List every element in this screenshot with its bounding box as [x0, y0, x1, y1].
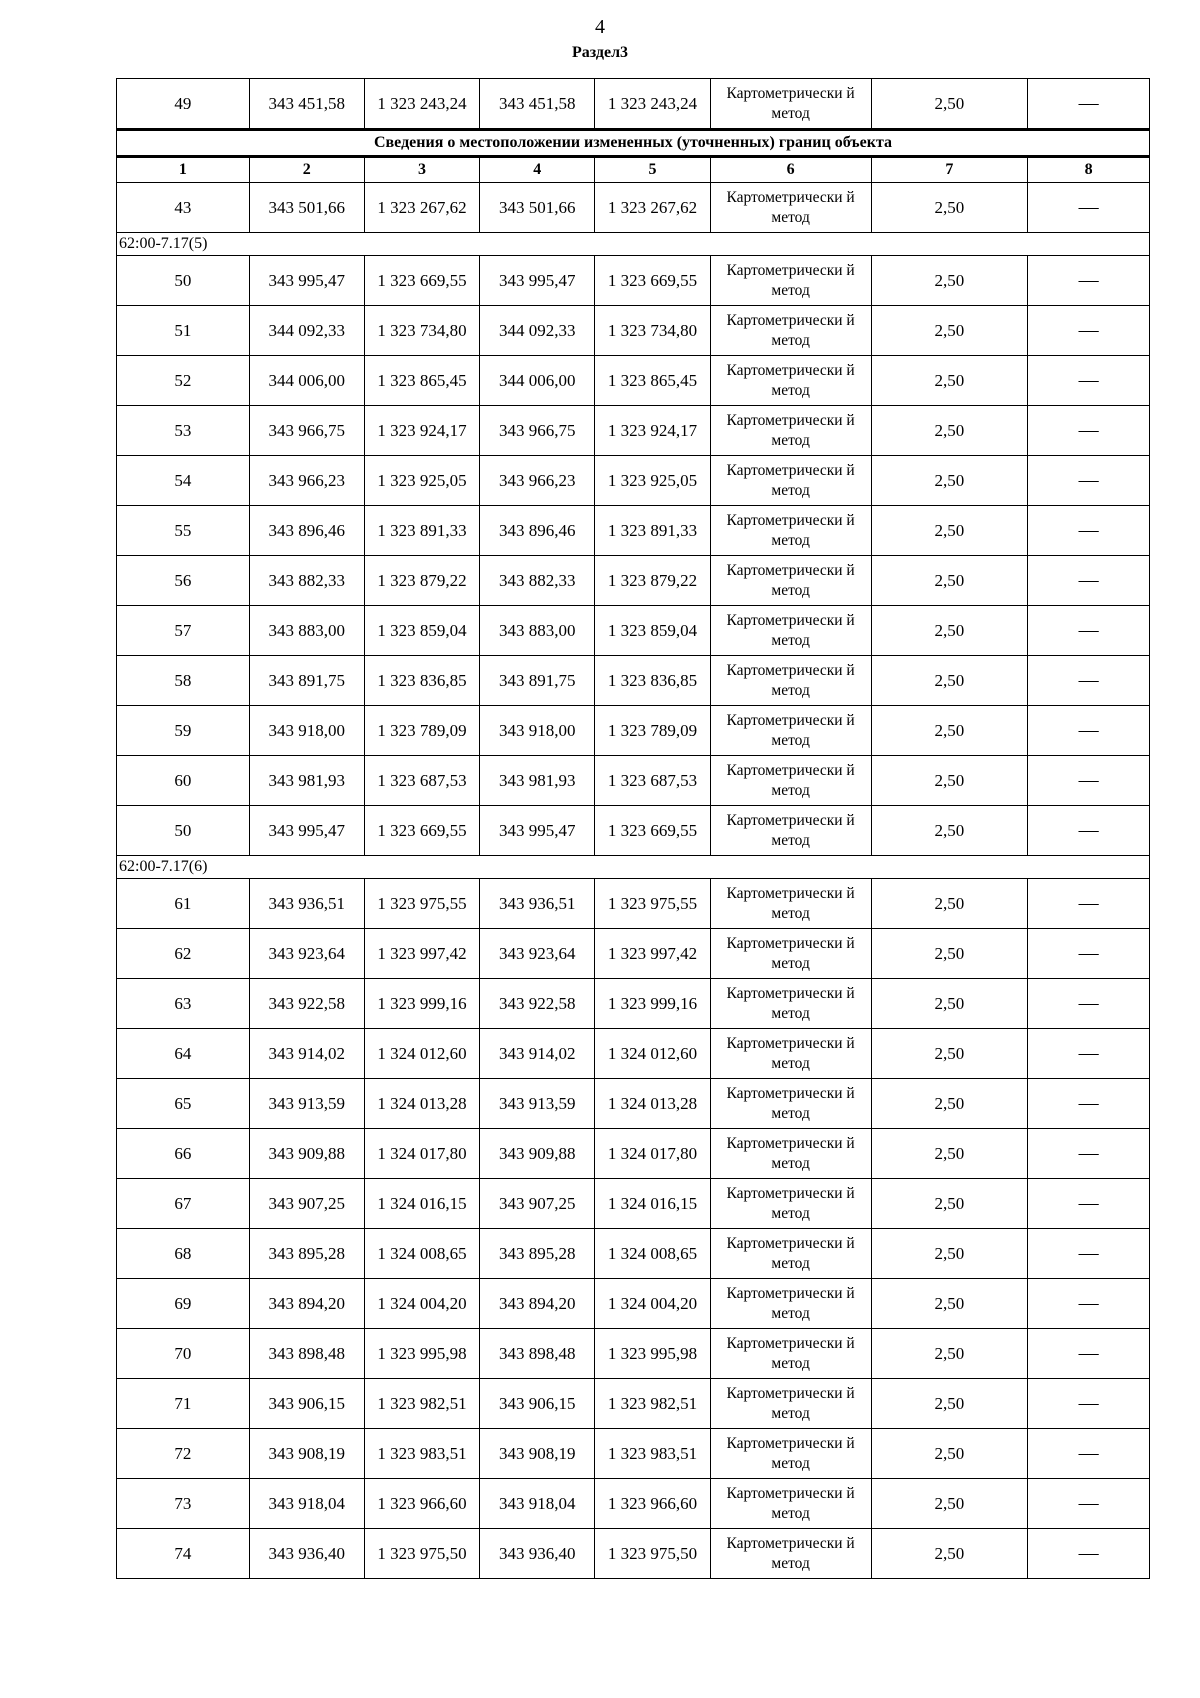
note-cell: — [1028, 879, 1150, 929]
point-number-cell: 61 [117, 879, 250, 929]
x-new-cell: 343 995,47 [480, 806, 595, 856]
x-existing-cell: 344 092,33 [249, 306, 364, 356]
y-existing-cell: 1 323 983,51 [364, 1429, 479, 1479]
accuracy-cell: 2,50 [871, 1329, 1028, 1379]
y-new-cell: 1 323 789,09 [595, 706, 710, 756]
accuracy-cell: 2,50 [871, 1079, 1028, 1129]
point-number-cell: 63 [117, 979, 250, 1029]
y-existing-cell: 1 323 859,04 [364, 606, 479, 656]
accuracy-cell: 2,50 [871, 1129, 1028, 1179]
accuracy-cell: 2,50 [871, 356, 1028, 406]
y-existing-cell: 1 323 836,85 [364, 656, 479, 706]
table-row [117, 1129, 1150, 1179]
x-new-cell: 343 501,66 [480, 183, 595, 233]
x-new-cell: 343 936,51 [480, 879, 595, 929]
y-existing-cell: 1 323 865,45 [364, 356, 479, 406]
accuracy-cell: 2,50 [871, 306, 1028, 356]
y-existing-cell: 1 323 997,42 [364, 929, 479, 979]
x-new-cell: 343 451,58 [480, 79, 595, 130]
y-new-cell: 1 323 865,45 [595, 356, 710, 406]
method-cell: Картометрически й метод [710, 356, 871, 406]
x-new-cell: 343 908,19 [480, 1429, 595, 1479]
x-existing-cell: 343 913,59 [249, 1079, 364, 1129]
accuracy-cell: 2,50 [871, 979, 1028, 1029]
accuracy-cell: 2,50 [871, 1479, 1028, 1529]
y-existing-cell: 1 323 999,16 [364, 979, 479, 1029]
x-new-cell: 343 898,48 [480, 1329, 595, 1379]
y-existing-cell: 1 323 975,50 [364, 1529, 479, 1579]
x-existing-cell: 343 501,66 [249, 183, 364, 233]
point-number-cell: 50 [117, 806, 250, 856]
point-number-cell: 72 [117, 1429, 250, 1479]
method-cell: Картометрически й метод [710, 1129, 871, 1179]
accuracy-cell: 2,50 [871, 79, 1028, 130]
y-new-cell: 1 324 013,28 [595, 1079, 710, 1129]
point-number-cell: 56 [117, 556, 250, 606]
x-new-cell: 343 918,00 [480, 706, 595, 756]
note-cell: — [1028, 606, 1150, 656]
accuracy-cell: 2,50 [871, 1379, 1028, 1429]
y-existing-cell: 1 323 924,17 [364, 406, 479, 456]
x-existing-cell: 343 918,04 [249, 1479, 364, 1529]
table-row [117, 1229, 1150, 1279]
note-cell: — [1028, 1079, 1150, 1129]
y-new-cell: 1 323 836,85 [595, 656, 710, 706]
y-new-cell: 1 323 267,62 [595, 183, 710, 233]
x-new-cell: 343 891,75 [480, 656, 595, 706]
x-existing-cell: 343 995,47 [249, 806, 364, 856]
x-existing-cell: 343 966,75 [249, 406, 364, 456]
method-cell: Картометрически й метод [710, 1079, 871, 1129]
group-row [117, 856, 1150, 879]
note-cell: — [1028, 1129, 1150, 1179]
point-number-cell: 53 [117, 406, 250, 456]
point-number-cell: 51 [117, 306, 250, 356]
x-new-cell: 343 995,47 [480, 256, 595, 306]
accuracy-cell: 2,50 [871, 756, 1028, 806]
note-cell: — [1028, 1529, 1150, 1579]
note-cell: — [1028, 1179, 1150, 1229]
section-title: Раздел3 [571, 44, 629, 61]
y-new-cell: 1 323 925,05 [595, 456, 710, 506]
note-cell: — [1028, 1229, 1150, 1279]
table-row [117, 79, 1150, 130]
x-existing-cell: 343 882,33 [249, 556, 364, 606]
x-new-cell: 343 922,58 [480, 979, 595, 1029]
x-existing-cell: 343 906,15 [249, 1379, 364, 1429]
method-cell: Картометрически й метод [710, 406, 871, 456]
table-row [117, 556, 1150, 606]
x-new-cell: 343 909,88 [480, 1129, 595, 1179]
x-existing-cell: 343 922,58 [249, 979, 364, 1029]
column-number: 4 [480, 157, 595, 183]
x-new-cell: 343 894,20 [480, 1279, 595, 1329]
note-cell: — [1028, 806, 1150, 856]
y-new-cell: 1 323 669,55 [595, 256, 710, 306]
table-row [117, 1079, 1150, 1129]
table-body [117, 79, 1150, 1579]
accuracy-cell: 2,50 [871, 656, 1028, 706]
column-number: 5 [595, 157, 710, 183]
x-new-cell: 343 907,25 [480, 1179, 595, 1229]
table-row [117, 979, 1150, 1029]
x-existing-cell: 343 883,00 [249, 606, 364, 656]
y-new-cell: 1 323 966,60 [595, 1479, 710, 1529]
column-number: 7 [871, 157, 1028, 183]
column-number: 8 [1028, 157, 1150, 183]
note-cell: — [1028, 929, 1150, 979]
x-existing-cell: 343 923,64 [249, 929, 364, 979]
y-existing-cell: 1 324 012,60 [364, 1029, 479, 1079]
y-new-cell: 1 323 975,50 [595, 1529, 710, 1579]
method-cell: Картометрически й метод [710, 606, 871, 656]
table-row [117, 1529, 1150, 1579]
note-cell: — [1028, 406, 1150, 456]
x-existing-cell: 343 891,75 [249, 656, 364, 706]
point-number-cell: 71 [117, 1379, 250, 1429]
note-cell: — [1028, 656, 1150, 706]
table-row [117, 406, 1150, 456]
y-existing-cell: 1 324 017,80 [364, 1129, 479, 1179]
table-row [117, 1179, 1150, 1229]
y-existing-cell: 1 323 925,05 [364, 456, 479, 506]
method-cell: Картометрически й метод [710, 1229, 871, 1279]
section-heading: Сведения о местоположении измененных (уточненных) границ объекта [117, 130, 1150, 157]
table-row [117, 756, 1150, 806]
method-cell: Картометрически й метод [710, 506, 871, 556]
note-cell: — [1028, 506, 1150, 556]
column-number: 3 [364, 157, 479, 183]
x-new-cell: 343 966,75 [480, 406, 595, 456]
y-existing-cell: 1 324 004,20 [364, 1279, 479, 1329]
y-new-cell: 1 323 891,33 [595, 506, 710, 556]
accuracy-cell: 2,50 [871, 556, 1028, 606]
y-existing-cell: 1 323 669,55 [364, 256, 479, 306]
accuracy-cell: 2,50 [871, 1279, 1028, 1329]
y-existing-cell: 1 323 966,60 [364, 1479, 479, 1529]
table-row [117, 706, 1150, 756]
table-row [117, 1279, 1150, 1329]
method-cell: Картометрически й метод [710, 1479, 871, 1529]
y-new-cell: 1 324 012,60 [595, 1029, 710, 1079]
method-cell: Картометрически й метод [710, 756, 871, 806]
column-number: 1 [117, 157, 250, 183]
accuracy-cell: 2,50 [871, 406, 1028, 456]
note-cell: — [1028, 706, 1150, 756]
note-cell: — [1028, 256, 1150, 306]
column-numbers-row [117, 157, 1150, 183]
point-number-cell: 73 [117, 1479, 250, 1529]
accuracy-cell: 2,50 [871, 1229, 1028, 1279]
accuracy-cell: 2,50 [871, 456, 1028, 506]
y-existing-cell: 1 323 789,09 [364, 706, 479, 756]
x-new-cell: 344 092,33 [480, 306, 595, 356]
x-new-cell: 343 883,00 [480, 606, 595, 656]
method-cell: Картометрически й метод [710, 879, 871, 929]
coordinates-table [116, 78, 1150, 1579]
group-label: 62:00-7.17(6) [117, 856, 1150, 879]
x-existing-cell: 343 914,02 [249, 1029, 364, 1079]
accuracy-cell: 2,50 [871, 806, 1028, 856]
note-cell: — [1028, 1479, 1150, 1529]
table-row [117, 506, 1150, 556]
method-cell: Картометрически й метод [710, 1529, 871, 1579]
x-existing-cell: 343 896,46 [249, 506, 364, 556]
group-row [117, 233, 1150, 256]
table-row [117, 656, 1150, 706]
method-cell: Картометрически й метод [710, 1429, 871, 1479]
method-cell: Картометрически й метод [710, 456, 871, 506]
accuracy-cell: 2,50 [871, 879, 1028, 929]
x-new-cell: 343 966,23 [480, 456, 595, 506]
point-number-cell: 70 [117, 1329, 250, 1379]
x-new-cell: 343 936,40 [480, 1529, 595, 1579]
column-number: 2 [249, 157, 364, 183]
table-row [117, 183, 1150, 233]
point-number-cell: 55 [117, 506, 250, 556]
table-row [117, 606, 1150, 656]
x-new-cell: 343 895,28 [480, 1229, 595, 1279]
accuracy-cell: 2,50 [871, 1179, 1028, 1229]
point-number-cell: 62 [117, 929, 250, 979]
point-number-cell: 67 [117, 1179, 250, 1229]
y-new-cell: 1 323 975,55 [595, 879, 710, 929]
method-cell: Картометрически й метод [710, 1329, 871, 1379]
accuracy-cell: 2,50 [871, 506, 1028, 556]
x-existing-cell: 343 909,88 [249, 1129, 364, 1179]
point-number-cell: 60 [117, 756, 250, 806]
point-number-cell: 65 [117, 1079, 250, 1129]
y-new-cell: 1 323 859,04 [595, 606, 710, 656]
method-cell: Картометрически й метод [710, 183, 871, 233]
y-existing-cell: 1 324 008,65 [364, 1229, 479, 1279]
method-cell: Картометрически й метод [710, 79, 871, 130]
point-number-cell: 43 [117, 183, 250, 233]
table-row [117, 1329, 1150, 1379]
y-new-cell: 1 323 924,17 [595, 406, 710, 456]
x-new-cell: 344 006,00 [480, 356, 595, 406]
x-existing-cell: 343 966,23 [249, 456, 364, 506]
y-new-cell: 1 323 997,42 [595, 929, 710, 979]
y-existing-cell: 1 323 975,55 [364, 879, 479, 929]
method-cell: Картометрически й метод [710, 706, 871, 756]
point-number-cell: 59 [117, 706, 250, 756]
accuracy-cell: 2,50 [871, 183, 1028, 233]
table-row [117, 306, 1150, 356]
accuracy-cell: 2,50 [871, 256, 1028, 306]
y-new-cell: 1 323 983,51 [595, 1429, 710, 1479]
method-cell: Картометрически й метод [710, 556, 871, 606]
note-cell: — [1028, 79, 1150, 130]
y-new-cell: 1 323 687,53 [595, 756, 710, 806]
page-number: 4 [595, 16, 605, 38]
point-number-cell: 52 [117, 356, 250, 406]
note-cell: — [1028, 306, 1150, 356]
note-cell: — [1028, 1429, 1150, 1479]
y-existing-cell: 1 323 669,55 [364, 806, 479, 856]
table-row [117, 356, 1150, 406]
accuracy-cell: 2,50 [871, 1429, 1028, 1479]
table-row [117, 1379, 1150, 1429]
table-row [117, 879, 1150, 929]
note-cell: — [1028, 356, 1150, 406]
point-number-cell: 69 [117, 1279, 250, 1329]
note-cell: — [1028, 1279, 1150, 1329]
section-heading-row [117, 130, 1150, 157]
x-new-cell: 343 918,04 [480, 1479, 595, 1529]
accuracy-cell: 2,50 [871, 929, 1028, 979]
table-row [117, 1429, 1150, 1479]
y-new-cell: 1 323 879,22 [595, 556, 710, 606]
y-new-cell: 1 323 243,24 [595, 79, 710, 130]
point-number-cell: 74 [117, 1529, 250, 1579]
note-cell: — [1028, 1379, 1150, 1429]
y-existing-cell: 1 323 982,51 [364, 1379, 479, 1429]
method-cell: Картометрически й метод [710, 656, 871, 706]
table-row [117, 806, 1150, 856]
point-number-cell: 57 [117, 606, 250, 656]
accuracy-cell: 2,50 [871, 706, 1028, 756]
y-new-cell: 1 323 982,51 [595, 1379, 710, 1429]
method-cell: Картометрически й метод [710, 256, 871, 306]
x-existing-cell: 343 908,19 [249, 1429, 364, 1479]
x-new-cell: 343 882,33 [480, 556, 595, 606]
x-existing-cell: 343 898,48 [249, 1329, 364, 1379]
x-existing-cell: 343 936,51 [249, 879, 364, 929]
y-existing-cell: 1 323 879,22 [364, 556, 479, 606]
point-number-cell: 68 [117, 1229, 250, 1279]
x-new-cell: 343 923,64 [480, 929, 595, 979]
x-existing-cell: 343 894,20 [249, 1279, 364, 1329]
note-cell: — [1028, 556, 1150, 606]
x-existing-cell: 343 918,00 [249, 706, 364, 756]
method-cell: Картометрически й метод [710, 1179, 871, 1229]
column-number: 6 [710, 157, 871, 183]
note-cell: — [1028, 756, 1150, 806]
y-new-cell: 1 323 734,80 [595, 306, 710, 356]
x-new-cell: 343 981,93 [480, 756, 595, 806]
y-existing-cell: 1 324 013,28 [364, 1079, 479, 1129]
y-new-cell: 1 323 999,16 [595, 979, 710, 1029]
y-new-cell: 1 324 017,80 [595, 1129, 710, 1179]
accuracy-cell: 2,50 [871, 1029, 1028, 1079]
y-existing-cell: 1 324 016,15 [364, 1179, 479, 1229]
y-new-cell: 1 324 008,65 [595, 1229, 710, 1279]
point-number-cell: 50 [117, 256, 250, 306]
x-existing-cell: 343 907,25 [249, 1179, 364, 1229]
point-number-cell: 58 [117, 656, 250, 706]
x-existing-cell: 343 451,58 [249, 79, 364, 130]
table-row [117, 456, 1150, 506]
y-existing-cell: 1 323 891,33 [364, 506, 479, 556]
table-row [117, 1029, 1150, 1079]
y-new-cell: 1 323 669,55 [595, 806, 710, 856]
note-cell: — [1028, 1029, 1150, 1079]
table-row [117, 929, 1150, 979]
point-number-cell: 66 [117, 1129, 250, 1179]
x-existing-cell: 343 995,47 [249, 256, 364, 306]
method-cell: Картометрически й метод [710, 1029, 871, 1079]
method-cell: Картометрически й метод [710, 979, 871, 1029]
note-cell: — [1028, 1329, 1150, 1379]
y-new-cell: 1 324 016,15 [595, 1179, 710, 1229]
point-number-cell: 54 [117, 456, 250, 506]
note-cell: — [1028, 183, 1150, 233]
x-new-cell: 343 914,02 [480, 1029, 595, 1079]
y-existing-cell: 1 323 267,62 [364, 183, 479, 233]
x-existing-cell: 343 895,28 [249, 1229, 364, 1279]
x-new-cell: 343 896,46 [480, 506, 595, 556]
x-new-cell: 343 906,15 [480, 1379, 595, 1429]
y-existing-cell: 1 323 687,53 [364, 756, 479, 806]
y-existing-cell: 1 323 734,80 [364, 306, 479, 356]
method-cell: Картометрически й метод [710, 1379, 871, 1429]
method-cell: Картометрически й метод [710, 806, 871, 856]
x-new-cell: 343 913,59 [480, 1079, 595, 1129]
method-cell: Картометрически й метод [710, 929, 871, 979]
table-row [117, 1479, 1150, 1529]
method-cell: Картометрически й метод [710, 306, 871, 356]
y-existing-cell: 1 323 243,24 [364, 79, 479, 130]
point-number-cell: 64 [117, 1029, 250, 1079]
y-existing-cell: 1 323 995,98 [364, 1329, 479, 1379]
table-row [117, 256, 1150, 306]
y-new-cell: 1 323 995,98 [595, 1329, 710, 1379]
accuracy-cell: 2,50 [871, 606, 1028, 656]
x-existing-cell: 343 981,93 [249, 756, 364, 806]
x-existing-cell: 344 006,00 [249, 356, 364, 406]
method-cell: Картометрически й метод [710, 1279, 871, 1329]
y-new-cell: 1 324 004,20 [595, 1279, 710, 1329]
note-cell: — [1028, 979, 1150, 1029]
group-label: 62:00-7.17(5) [117, 233, 1150, 256]
accuracy-cell: 2,50 [871, 1529, 1028, 1579]
note-cell: — [1028, 456, 1150, 506]
x-existing-cell: 343 936,40 [249, 1529, 364, 1579]
point-number-cell: 49 [117, 79, 250, 130]
